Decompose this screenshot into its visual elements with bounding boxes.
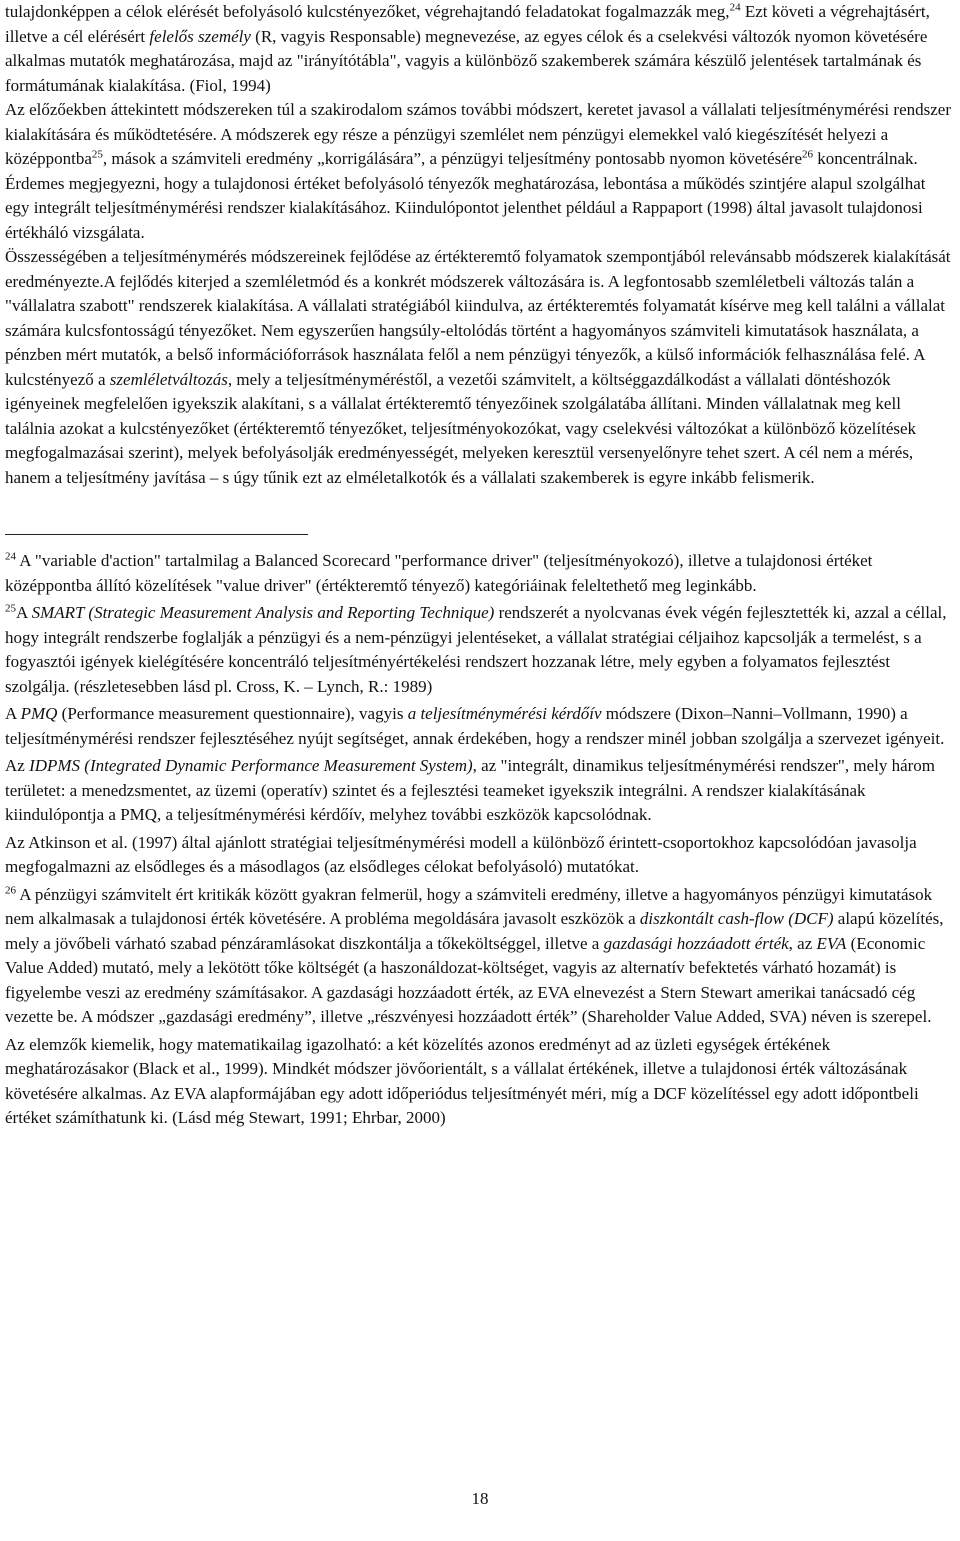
text-run: Az: [5, 756, 30, 775]
footnote-marker: 26: [5, 883, 16, 896]
text-run: Az Atkinson et al. (1997) által ajánlott stratégiai teljesítménymérési modell a különböző érintett-csoportokhoz kapcsolódóan javasolja megfogalmazni az elsődleges és a másodlagos (az elsődleges célokat befolyásoló) mutatókat.: [5, 832, 917, 876]
text-run: (R, vagyis Responsable) megnevezése, az egyes célok és a cselekvési változók nyomon követésére alkalmas mutatók meghatározása, majd az "irányítótábla", vagyis a különböző szakemberek számára készülő jelentések tartalmának és formátumának kialakítása. (Fiol, 1994): [5, 26, 928, 95]
footnote-25-idpms: [5, 754, 953, 828]
text-run: koncentrálnak. Érdemes megjegyezni, hogy a tulajdonosi értéket befolyásoló tényezők meghatározása, lebontása a működés szintjére alapul szolgálhat egy integrált teljesítménymérési rendszer kialakításához. Kiindulópontot jelenthet például a Rappaport (1998) által javasolt tulajdonosi értékháló vizsgálata.: [5, 149, 926, 242]
italic-text: IDPMS (Integrated Dynamic Performance Measurement System): [29, 756, 473, 775]
footnote-25-pmq: [5, 702, 953, 751]
text-run: rendszerét a nyolcvanas évek végén fejlesztették ki, azzal a céllal, hogy integrált rendszerbe foglalják a pénzügyi és a nem-pénzügyi jelentéseket, a vállalat stratégiai céljaihoz kapcsolják a termelést, s a fogyasztói igények kielégítésére koncentráló teljesítményértékelési rendszert hozzanak létre, mely egyben a folyamatos fejlesztést szolgálja. (részletesebben lásd pl. Cross, K. – Lynch, R.: 1989): [5, 603, 947, 696]
text-run: , mely a teljesítményméréstől, a vezetői számvitelt, a költséggazdálkodást a vállalati döntéshozók igényeinek megfelelően igyekszik alakítani, s a vállalat értékteremtő tényezőinek szolgálatába állítani. Minden vállalatnak meg kell találnia azokat a kulcstényezőket (értékteremtő tényezőket, teljesítményokozókat, vagy cselekvési változókat a különböző közelítések megfogalmazásai szerint), melyek befolyásolják eredményességét, melyeken keresztül versenyelőnyre tehet szert. A cél nem a mérés, hanem a teljesítmény javítása – s úgy tűnik ezt az elméletalkotók és a vállalati szakemberek is egyre inkább felismerik.: [5, 369, 917, 487]
footnotes: [5, 549, 953, 1131]
main-text: [5, 0, 953, 490]
footnote-24: [5, 549, 953, 598]
page-number: 18: [471, 1489, 489, 1508]
footnote-marker: 26: [801, 148, 813, 161]
body-paragraph-1: [5, 0, 953, 98]
text-run: A: [5, 704, 21, 723]
footnote-26-dcf-eva: [5, 883, 953, 1030]
italic-text: PMQ: [20, 704, 58, 723]
text-run: Az előzőekben áttekintett módszereken túl a szakirodalom számos további módszert, keretet javasol a vállalati teljesítménymérési rendszer kialakítására és működtetésére. A módszerek egy része a pénzügyi szemlélet nem pénzügyi elemekkel való kiegészítését helyezi a középpontba: [5, 100, 951, 168]
body-paragraph-3: [5, 245, 953, 490]
footnote-separator: [5, 534, 308, 535]
italic-text: a teljesítménymérési kérdőív: [407, 704, 602, 723]
text-run: Az elemzők kiemelik, hogy matematikailag igazolható: a két közelítés azonos eredményt ad az üzleti egységek értékének meghatározásakor (Black et al., 1999). Mindkét módszer jövőorientált, s a vállalat értékének, illetve a tulajdonosi érték változásának követésére alkalmas. Az EVA alapformájában egy adott időperiódus teljesítményét méri, míg a DCF közelítéssel egy adott időpontbeli értéket számíthatunk ki. (Lásd még Stewart, 1991; Ehrbar, 2000): [5, 1034, 919, 1127]
body-paragraph-2: [5, 98, 953, 245]
text-run: Ezt követi a végrehajtásért, illetve a cél elérésért: [5, 2, 930, 46]
italic-text: szemléletváltozás: [109, 369, 228, 389]
text-run: tulajdonképpen a célok elérését befolyásoló kulcstényezőket, végrehajtandó feladatokat fogalmazzák meg,: [5, 2, 730, 21]
footnote-26-analysts: [5, 1033, 953, 1131]
footnote-25-smart: [5, 601, 953, 699]
text-run: , az: [788, 933, 817, 953]
footnote-marker: 24: [729, 1, 741, 14]
text-run: (Economic Value Added) mutató, mely a lekötött tőke költségét (a haszonáldozat-költséget, vagyis az alternatív befektetés várható hozamát) is figyelembe veszi az eredmény számításakor. A gazdasági hozzáadott érték, az EVA elnevezést a Stern Stewart amerikai tanácsadó cég vezette be. A módszer „gazdasági eredmény”, illetve „részvényesi hozzáadott érték” (Shareholder Value Added, SVA) néven is szerepel.: [5, 933, 932, 1026]
text-run: alapú közelítés, mely a jövőbeli várható szabad pénzáramlásokat diszkontálja a tőkeköltséggel, illetve a: [5, 909, 944, 953]
text-run: A: [16, 603, 32, 622]
italic-text: diszkontált cash-flow (DCF): [639, 909, 834, 928]
text-run: A "variable d'action" tartalmilag a Balanced Scorecard "performance driver" (teljesítményokozó), illetve a tulajdonosi értéket középpontba állító közelítések "value driver" (értékteremtő tényező) kategóriáinak feleltethető meg leginkább.: [5, 551, 873, 595]
footnote-marker: 25: [91, 148, 103, 161]
footnote-marker: 24: [5, 550, 16, 563]
italic-text: SMART (Strategic Measurement Analysis and Reporting Technique): [31, 603, 495, 622]
text-run: , az "integrált, dinamikus teljesítménymérési rendszer", mely három területet: a menedzsmentet, az üzemi (operatív) szintet és a fejlesztési teameket igyekszik integrálni. A rendszer kialakításának kiindulópontja a PMQ, a teljesítménymérési kérdőív, melyhez további eszközök kapcsolódnak.: [5, 756, 936, 824]
document-page: [5, 0, 953, 1134]
italic-text: EVA: [816, 933, 847, 953]
italic-text: gazdasági hozzáadott érték: [603, 933, 789, 953]
text-run: Összességében a teljesítménymérés módszereinek fejlődése az értékteremtő folyamatok szempontjából relevánsabb módszerek kialakítását eredményezte.A fejlődés kiterjed a szemléletmód és a konkrét módszerek változására is. A legfontosabb szemléletbeli változás talán a "vállalatra szabott" rendszerek kialakítása. A vállalati stratégiából kiindulva, az értékteremtés folyamatát kísérve meg kell találni a vállalat számára kulcsfontosságú tényezőket. Nem egyszerűen hangsúly-eltolódás történt a hagyományos számviteli kimutatások használata, a pénzben mért mutatók, a belső információforrások használata felől a nem pénzügyi tényezők, a külső információk felhasználása felé. A kulcstényező a: [5, 247, 951, 389]
text-run: (Performance measurement questionnaire), vagyis: [57, 704, 408, 723]
footnote-marker: 25: [5, 602, 16, 615]
text-run: módszere (Dixon–Nanni–Vollmann, 1990) a teljesítménymérési rendszer fejlesztéséhez nyújt segítséget, annak érdekében, hogy a rendszer minél jobban szolgálja a szervezet igényeit.: [5, 704, 945, 748]
italic-text: felelős személy: [149, 26, 251, 46]
text-run: A pénzügyi számvitelt ért kritikák között gyakran felmerül, hogy a számviteli eredmény, illetve a hagyományos pénzügyi kimutatások nem alkalmasak a tulajdonosi érték követésére. A probléma megoldására javasolt eszközök a: [5, 884, 933, 928]
text-run: , mások a számviteli eredmény „korrigálására”, a pénzügyi teljesítmény pontosabb nyomon követésére: [102, 149, 802, 168]
footnote-25-atkinson: [5, 831, 953, 880]
